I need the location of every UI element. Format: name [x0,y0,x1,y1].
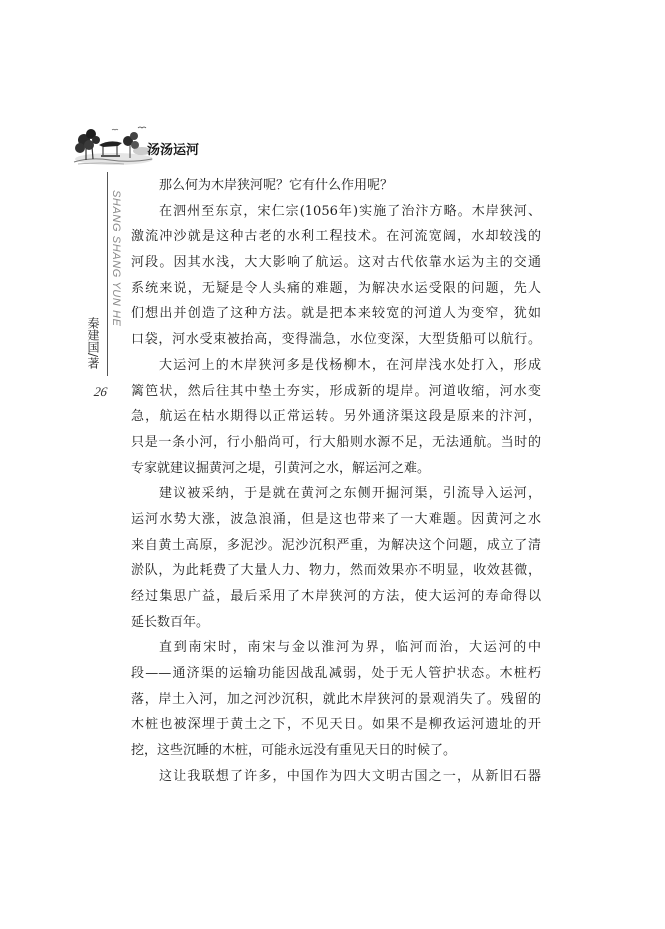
paragraph [131,173,541,199]
text-line: 在泗州至东京，宋仁宗(1056年)实施了治汴方略。木岸狭河、 [159,203,541,219]
text-line: 落，岸土入河，加之河沙沉积，就此木岸狭河的景观消失了。残留的 [131,691,541,707]
paragraph [131,353,541,481]
ink-landscape-icon [72,118,154,168]
paragraph [131,635,541,763]
paragraph [131,764,541,790]
paragraph [131,481,541,635]
ink-landscape-icon [72,118,154,168]
text-line: 篱笆状，然后往其中垫土夯实，形成新的堤岸。河道收缩，河水变 [131,383,541,399]
page-number: 26 [93,384,109,399]
text-line: 延长数百年。 [131,614,210,630]
text-line: 激流冲沙就是这种古老的水利工程技术。在河流宽阔，水却较浅的 [131,229,541,245]
text-line: 挖，这些沉睡的木桩，可能永远没有重见天日的时候了。 [131,743,457,759]
text-line: 来自黄土高原，多泥沙。泥沙沉积严重，为解决这个问题，成立了清 [131,537,541,553]
paragraph [131,199,541,353]
body-text [131,173,541,790]
text-line: 这让我联想了许多，中国作为四大文明古国之一，从新旧石器 [159,768,541,784]
text-line: 们想出并创造了这种方法。就是把本来较宽的河道人为变窄，犹如 [131,306,541,322]
series-title-pinyin: SHANG SHANG YUN HE [110,190,122,327]
text-line: 淤队，为此耗费了大量人力、物力，然而效果亦不明显，收效甚微， [131,563,541,579]
text-line: 河段。因其水浅，大大影响了航运。这对古代依靠水运为主的交通 [131,255,541,271]
margin-rule [107,172,108,376]
text-line: 建议被采纳，于是就在黄河之东侧开掘河渠，引流导入运河， [159,486,541,502]
author-credit: 秦建国/著 [86,317,100,370]
text-line: 急，航运在枯水期得以正常运转。另外通济渠这段是原来的汴河， [131,409,541,425]
chapter-title: 汤汤运河 [147,143,200,158]
text-line: 专家就建议掘黄河之堤，引黄河之水，解运河之难。 [131,460,431,476]
text-line: 只是一条小河，行小船尚可，行大船则水源不足，无法通航。当时的 [131,434,541,450]
text-line: 运河水势大涨，波急浪涌，但是这也带来了一大难题。因黄河之水 [131,511,541,527]
text-line: 那么何为木岸狭河呢？它有什么作用呢？ [159,178,394,193]
text-line: 木桩也被深埋于黄土之下，不见天日。如果不是柳孜运河遗址的开 [131,717,541,733]
text-line: 经过集思广益，最后采用了木岸狭河的方法，使大运河的寿命得以 [131,589,541,604]
text-line: 系统来说，无疑是令人头痛的难题，为解决水运受限的问题，先人 [131,280,541,296]
text-line: 段——通济渠的运输功能因战乱减弱，处于无人管护状态。木桩朽 [131,666,541,682]
text-line: 直到南宋时，南宋与金以淮河为界，临河而治，大运河的中 [159,640,541,656]
text-line: 大运河上的木岸狭河多是伐杨柳木，在河岸浅水处打入，形成 [159,357,541,373]
text-line: 口袋，河水受束被抬高，变得湍急，水位变深，大型货船可以航行。 [131,332,541,348]
